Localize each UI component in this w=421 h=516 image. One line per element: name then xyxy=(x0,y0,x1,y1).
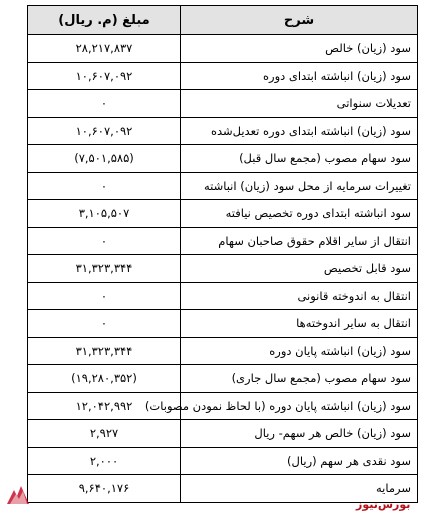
profit-distribution-table xyxy=(27,5,418,503)
table-row xyxy=(28,392,418,420)
row-description: انتقال به سایر اندوخته‌ها xyxy=(181,310,418,338)
table-row xyxy=(28,172,418,200)
row-amount: ۱۰,۶۰۷,۰۹۲ xyxy=(28,117,181,145)
table-row xyxy=(28,117,418,145)
table-row xyxy=(28,227,418,255)
row-description: سود قابل تخصیص xyxy=(181,255,418,283)
row-description: انتقال به اندوخته قانونی xyxy=(181,282,418,310)
header-description: شرح xyxy=(181,6,418,35)
row-description: سود (زیان) انباشته پایان دوره xyxy=(181,337,418,365)
table-row xyxy=(28,90,418,118)
row-description: سرمایه xyxy=(181,475,418,503)
row-description: تعدیلات سنواتی xyxy=(181,90,418,118)
row-description: انتقال از سایر اقلام حقوق صاحبان سهام xyxy=(181,227,418,255)
row-amount: ۲۸,۲۱۷,۸۳۷ xyxy=(28,35,181,63)
row-amount: ۰ xyxy=(28,90,181,118)
row-amount: ۳,۱۰۵,۵۰۷ xyxy=(28,200,181,228)
row-description: تغییرات سرمایه از محل سود (زیان) انباشته xyxy=(181,172,418,200)
row-amount: ۲,۰۰۰ xyxy=(28,447,181,475)
row-amount: ۳۱,۳۲۳,۳۴۴ xyxy=(28,255,181,283)
row-amount: ۱۰,۶۰۷,۰۹۲ xyxy=(28,62,181,90)
profit-distribution-table-container xyxy=(27,5,417,503)
row-amount: (۱۹,۲۸۰,۳۵۲) xyxy=(28,365,181,393)
table-body xyxy=(28,35,418,503)
row-amount: (۷,۵۰۱,۵۸۵) xyxy=(28,145,181,173)
row-amount: ۱۲,۰۴۲,۹۹۲ xyxy=(28,392,181,420)
row-description: سود (زیان) انباشته پایان دوره (با لحاظ نمودن مصوبات) xyxy=(181,392,418,420)
table-header-row xyxy=(28,6,418,35)
table-row xyxy=(28,420,418,448)
row-amount: ۲,۹۲۷ xyxy=(28,420,181,448)
row-amount: ۰ xyxy=(28,310,181,338)
table-row xyxy=(28,35,418,63)
row-description: سود سهام مصوب (مجمع سال قبل) xyxy=(181,145,418,173)
table-row xyxy=(28,447,418,475)
row-amount: ۰ xyxy=(28,282,181,310)
bourse-news-logo-icon xyxy=(4,482,32,508)
row-amount: ۰ xyxy=(28,227,181,255)
row-description: سود انباشته ابتدای دوره تخصیص نیافته xyxy=(181,200,418,228)
table-row xyxy=(28,145,418,173)
table-row xyxy=(28,310,418,338)
row-description: سود (زیان) انباشته ابتدای دوره تعدیل‌شده xyxy=(181,117,418,145)
table-row xyxy=(28,255,418,283)
row-amount: ۳۱,۳۲۳,۳۴۴ xyxy=(28,337,181,365)
row-amount: ۹,۶۴۰,۱۷۶ xyxy=(28,475,181,503)
table-row xyxy=(28,282,418,310)
row-description: سود نقدی هر سهم (ریال) xyxy=(181,447,418,475)
table-row xyxy=(28,365,418,393)
row-description: سود سهام مصوب (مجمع سال جاری) xyxy=(181,365,418,393)
row-description: سود (زیان) خالص هر سهم- ریال xyxy=(181,420,418,448)
brand-watermark-text: بورس‌نیوز xyxy=(356,498,411,511)
table-row xyxy=(28,62,418,90)
header-amount: مبلغ (م. ریال) xyxy=(28,6,181,35)
table-row xyxy=(28,337,418,365)
row-description: سود (زیان) انباشته ابتدای دوره xyxy=(181,62,418,90)
row-amount: ۰ xyxy=(28,172,181,200)
row-description: سود (زیان) خالص xyxy=(181,35,418,63)
table-row xyxy=(28,200,418,228)
